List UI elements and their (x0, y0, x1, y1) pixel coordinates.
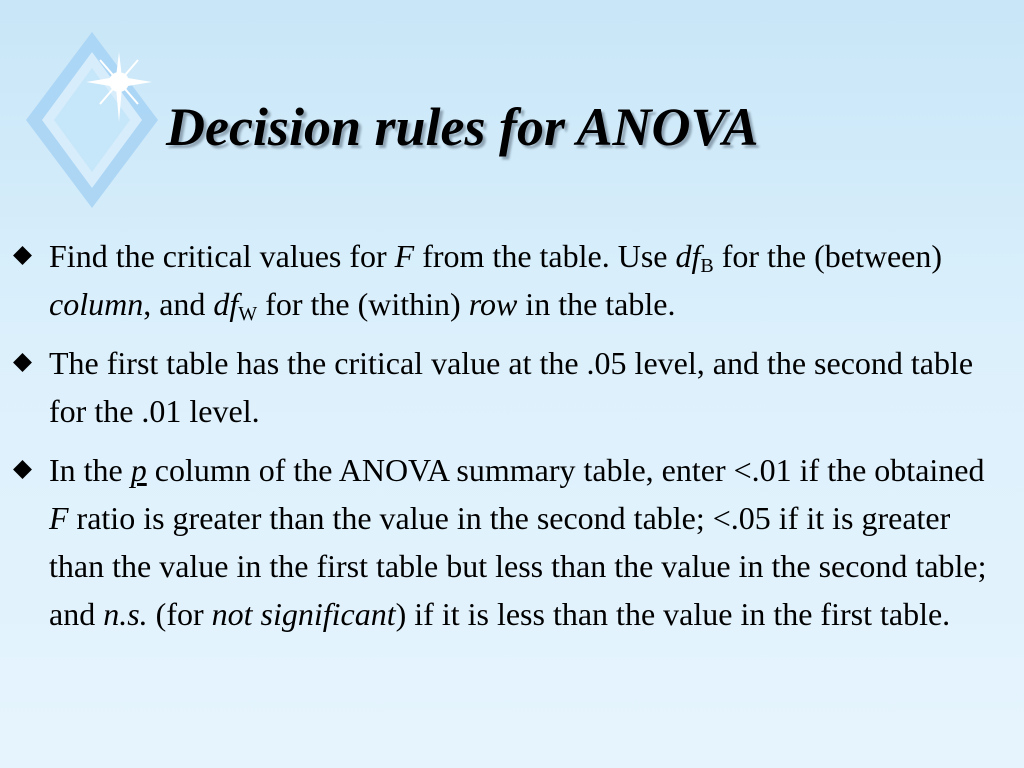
bullet-item-1 (0, 232, 1024, 328)
text-run: ) if it is less than the value in the first table. (395, 596, 951, 632)
bullet-text-2 (49, 345, 973, 429)
bullet-list (0, 232, 1024, 649)
subscript: B (700, 255, 714, 277)
text-run: df (675, 238, 701, 274)
text-run: (for (147, 596, 212, 632)
text-run: column (49, 286, 144, 322)
text-run: df (213, 286, 239, 322)
text-run: from the table. Use (414, 238, 676, 274)
bullet-text-3 (49, 452, 987, 632)
bullet-text-1 (49, 238, 943, 325)
text-run: for the (between) (713, 238, 943, 274)
diamond-sparkle-logo (18, 28, 168, 213)
slide-title: Decision rules for ANOVA (166, 97, 759, 157)
text-run: row (468, 286, 518, 322)
text-run: ratio is greater than the value in the second table; <.05 if it is greater than the value in the first table but less than the value in the second table; and (49, 500, 987, 632)
diamond-bullet-icon (12, 352, 33, 373)
bullet-item-3 (0, 446, 1024, 638)
text-run: p (130, 452, 147, 488)
text-run: not significant (211, 596, 396, 632)
diamond-bullet-icon (12, 459, 33, 480)
text-run: , and (143, 286, 214, 322)
text-run: F (49, 500, 69, 536)
diamond-bullet-icon (12, 245, 33, 266)
text-run: for the (within) (257, 286, 469, 322)
text-run: column of the ANOVA summary table, enter <.01 if the obtained (146, 452, 985, 488)
text-run: The first table has the critical value at the .05 level, and the second table for the .01 level. (49, 345, 974, 429)
text-run: Find the critical values for (49, 238, 395, 274)
text-run: n.s. (103, 596, 148, 632)
text-run (131, 452, 147, 488)
subscript: W (238, 303, 258, 325)
text-run: F (394, 238, 415, 274)
text-run: in the table. (517, 286, 676, 322)
text-run: In the (49, 452, 131, 488)
bullet-item-2 (0, 339, 1024, 435)
